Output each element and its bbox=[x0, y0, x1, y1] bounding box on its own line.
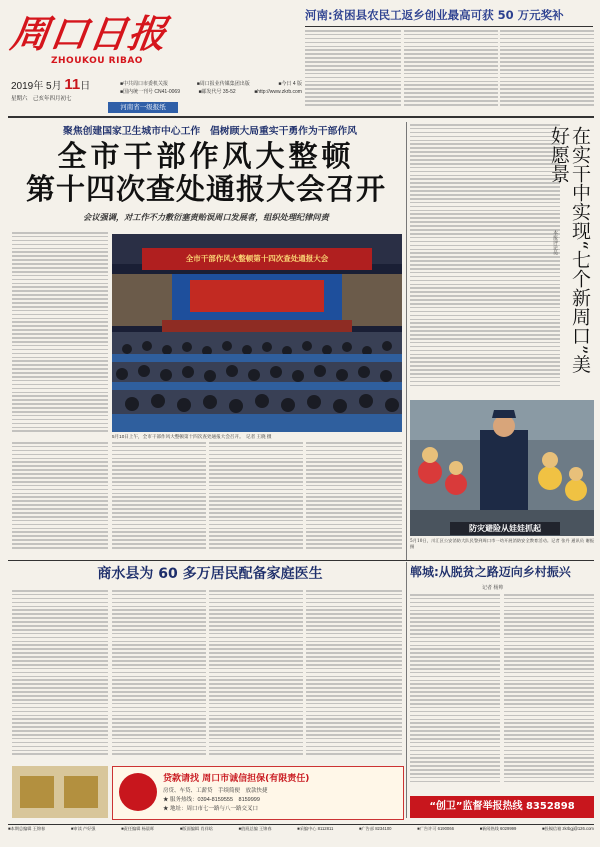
lead-text-column bbox=[306, 442, 402, 557]
publisher-line: ■邮发代号 35-52 bbox=[198, 89, 236, 95]
bottom-bar bbox=[8, 824, 594, 843]
publisher-line: ■http://www.zkrb.com bbox=[254, 89, 302, 95]
publisher-line: ■中共周口市委机关报 bbox=[120, 81, 169, 87]
masthead bbox=[8, 4, 304, 115]
divider bbox=[8, 116, 594, 118]
date-year: 2019 bbox=[11, 81, 34, 92]
lead-text-column bbox=[12, 232, 108, 440]
staff-credit: ■本期总编辑 王锦春 bbox=[8, 826, 46, 831]
dancheng-title[interactable]: 郸城:从脱贫之路迈向乡村振兴 bbox=[410, 565, 571, 579]
dancheng-text-column bbox=[410, 594, 500, 790]
fire-drill-photo bbox=[410, 400, 594, 536]
shangshui-text-column bbox=[112, 590, 206, 762]
commentary-text bbox=[410, 124, 560, 394]
top-story-column bbox=[305, 30, 401, 112]
divider bbox=[305, 26, 593, 27]
staff-credit: ■广告部 8234100 bbox=[358, 826, 392, 831]
staff-credit: ■版面编辑 肖祥晗 bbox=[179, 826, 213, 831]
fire-caption-title: 防灾避险从娃娃抓起 bbox=[450, 522, 560, 535]
grade-badge: 河南省一级报纸 bbox=[108, 102, 178, 113]
police-with-children-image bbox=[410, 400, 594, 536]
divider bbox=[406, 562, 407, 818]
lead-title-line1: 全市干部作风大整顿 bbox=[57, 139, 355, 173]
dancheng-text-column bbox=[504, 594, 594, 790]
top-story-column bbox=[500, 30, 594, 112]
dancheng-byline: 记者 杨帅 bbox=[482, 585, 504, 591]
lead-text-column bbox=[12, 442, 108, 557]
logo bbox=[7, 12, 171, 66]
staff-credit: ■广告许可 6190066 bbox=[417, 826, 454, 831]
lead-title-line2: 第十四次查处通报大会召开 bbox=[25, 172, 386, 206]
lead-subtitle: 会议强调，对工作不力敷衍塞责贻误周口发展者，组织处理纪律问责 bbox=[83, 212, 329, 222]
staff-credit: ■投稿信箱 zkrbgj@126.com bbox=[541, 826, 594, 831]
date-day: 11 bbox=[64, 76, 81, 93]
logo-pinyin: ZHOUKOU RIBAO bbox=[51, 56, 143, 66]
ad-graphic bbox=[12, 766, 108, 818]
ad-line: 房贷、车贷、工薪贷 手续简便 放款快捷 bbox=[163, 788, 268, 794]
date-line: 星期六 己亥年四月初七 bbox=[11, 96, 72, 102]
publisher-line: ■国内统一刊号 CN41-0069 bbox=[120, 89, 180, 95]
publisher-line: ■周口报业传媒集团出版 bbox=[196, 81, 250, 87]
ad-logo bbox=[119, 773, 157, 811]
publisher-line: ■今日 4 版 bbox=[278, 81, 302, 87]
lead-text-column bbox=[209, 442, 303, 557]
divider bbox=[406, 122, 407, 560]
lead-text-column bbox=[112, 442, 206, 557]
staff-credit: ■采编中心 8112811 bbox=[297, 826, 334, 831]
loan-ad[interactable] bbox=[112, 766, 404, 820]
commentary-byline: 本报评论员 bbox=[552, 230, 558, 255]
staff-credit: ■值班总编 王锦春 bbox=[238, 826, 272, 831]
shangshui-text-column bbox=[306, 590, 402, 762]
divider bbox=[8, 560, 594, 561]
logo-text: 周口日报 bbox=[7, 12, 171, 56]
shangshui-text-column bbox=[12, 590, 108, 762]
lead-title[interactable] bbox=[10, 140, 402, 206]
staff-credit: ■新闻热线 6029999 bbox=[479, 826, 517, 831]
top-headline[interactable]: 河南:贫困县农民工返乡创业最高可获 50 万元奖补 bbox=[305, 8, 564, 22]
commentary-title[interactable]: 在实干中实现“七个新周口”美好愿景 bbox=[548, 126, 591, 374]
publisher-box bbox=[120, 80, 302, 96]
photo-banner: 全市干部作风大整顿第十四次查处通报大会 bbox=[185, 254, 329, 263]
issue-date: 2019年 5月 11日 星期六 己亥年四月初七 bbox=[11, 76, 121, 102]
shangshui-title[interactable]: 商水县为 60 多万居民配备家庭医生 bbox=[97, 566, 323, 582]
ad-image bbox=[12, 766, 108, 818]
lead-kicker: 聚焦创建国家卫生城市中心工作 倡树顾大局重实干勇作为干部作风 bbox=[63, 126, 357, 137]
lead-photo bbox=[112, 234, 402, 432]
ad-line: ★ 地址：周口市七一路与八一路交叉口 bbox=[163, 806, 259, 812]
hotline-banner[interactable]: “创卫”监督举报热线 8352898 bbox=[410, 796, 594, 818]
top-story-column bbox=[404, 30, 498, 112]
fire-caption-text: 5月10日，川汇区公安消防大队民警到周口市一幼开展消防安全教育活动。记者 张丹 通讯员 谢振 摄 bbox=[410, 538, 594, 549]
ad-line: ★ 服务热线：0394-8159555 8159999 bbox=[163, 797, 260, 803]
date-month: 5 bbox=[46, 81, 52, 92]
shangshui-text-column bbox=[209, 590, 303, 762]
photo-caption: 5月10日上午，全市干部作风大整顿第十四次查处通报大会召开。 记者 王晓 摄 bbox=[112, 434, 272, 439]
staff-credit: ■责任编辑 杨晨晖 bbox=[121, 826, 155, 831]
staff-credit: ■审读 卢好强 bbox=[70, 826, 96, 831]
ad-title: 贷款请找 周口市诚信担保(有限责任) bbox=[163, 774, 310, 784]
